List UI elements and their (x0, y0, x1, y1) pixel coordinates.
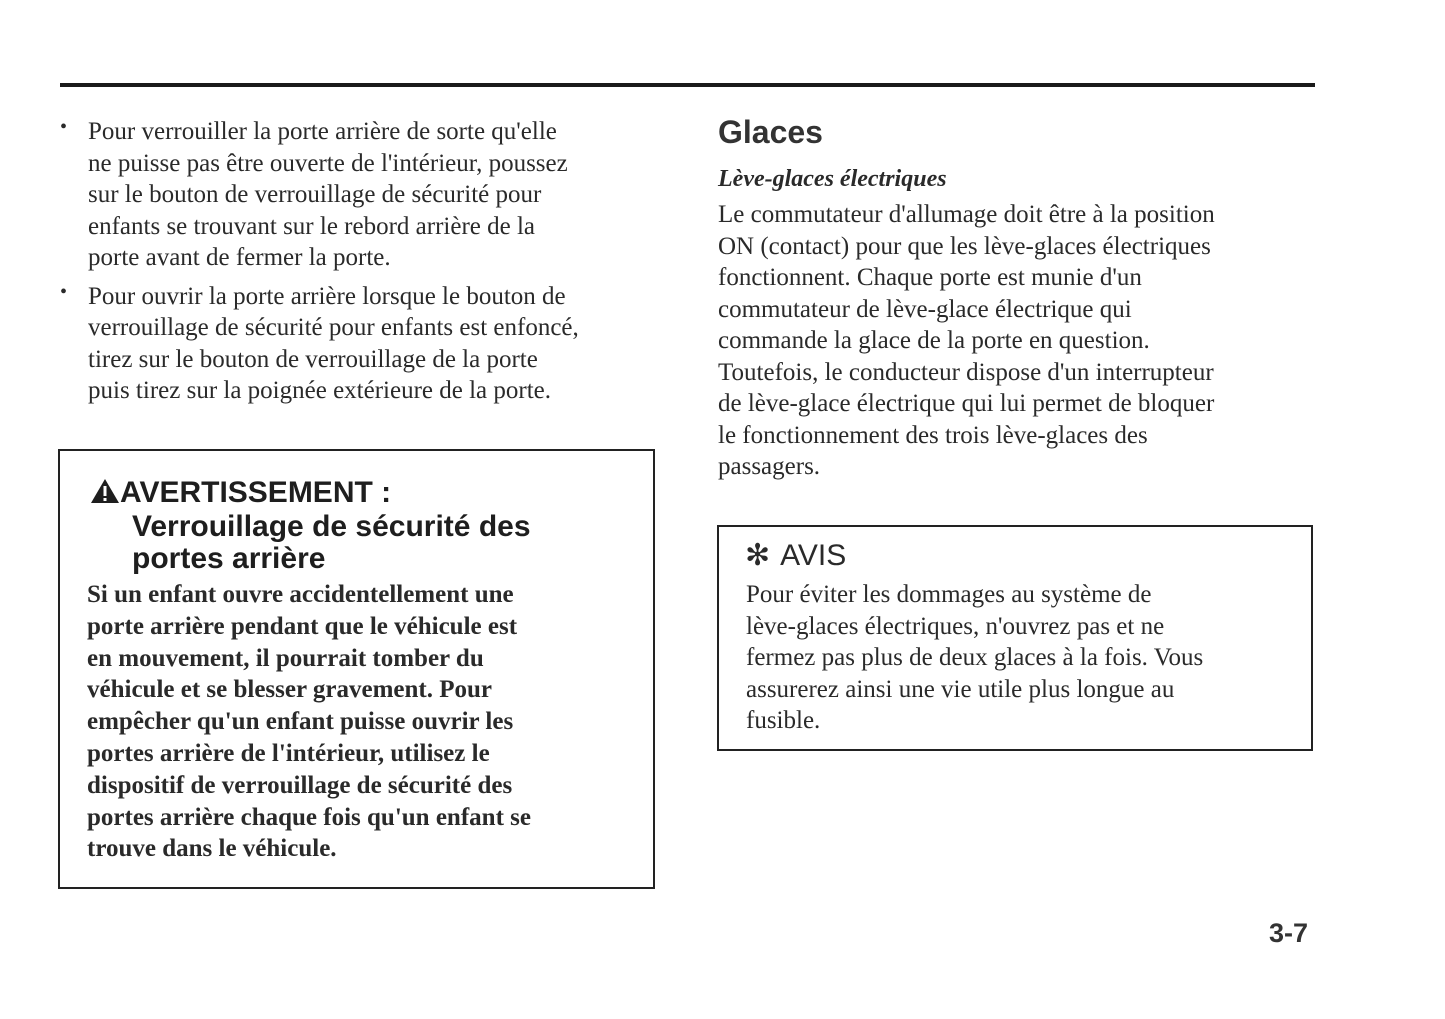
right-column (718, 112, 1318, 483)
text-line: lève-glaces électriques, n'ouvrez pas et ne (746, 612, 1165, 640)
text-line: Toutefois, le conducteur dispose d'un interrupteur (718, 358, 1214, 386)
section-paragraph (718, 199, 1318, 483)
section-heading: Glaces (718, 114, 823, 150)
warning-title: AVERTISSEMENT : (120, 476, 392, 509)
bullet-icon: • (60, 280, 68, 303)
text-line: empêcher qu'un enfant puisse ouvrir les (87, 708, 514, 736)
text-line: de lève-glace électrique qui lui permet de bloquer (718, 390, 1215, 417)
text-line: ON (contact) pour que les lève-glaces électriques (718, 232, 1211, 260)
text-line: puis tirez sur la poignée extérieure de la porte. (88, 377, 552, 404)
text-line: enfants se trouvant sur le rebord arrière de la (88, 212, 536, 240)
text-line: Si un enfant ouvre accidentellement une (87, 581, 514, 608)
left-column (0, 116, 660, 407)
warning-title-row (90, 477, 531, 511)
notice-box (717, 525, 1313, 751)
text-line: portes arrière de l'intérieur, utilisez le (87, 739, 490, 767)
asterisk-icon: ✻ (745, 539, 771, 572)
warning-triangle-icon (90, 478, 120, 511)
text-line: commutateur de lève-glace électrique qui (718, 295, 1132, 323)
warning-box (58, 449, 655, 889)
text-line: porte arrière pendant que le véhicule est (87, 612, 518, 640)
text-line: portes arrière chaque fois qu'un enfant se (87, 803, 531, 831)
text-line: Pour ouvrir la porte arrière lorsque le bouton de (88, 282, 566, 310)
text-line: en mouvement, il pourrait tomber du (87, 644, 484, 672)
bullet-icon: • (60, 116, 68, 138)
text-line: tirez sur le bouton de verrouillage de la porte (88, 345, 538, 373)
notice-title: AVIS (780, 539, 847, 572)
text-line: porte avant de fermer la porte. (88, 244, 391, 271)
text-line: dispositif de verrouillage de sécurité des (87, 771, 513, 799)
text-line: Le commutateur d'allumage doit être à la position (718, 201, 1215, 228)
text-line: fusible. (746, 707, 821, 734)
notice-body (746, 579, 1203, 737)
warning-subtitle (132, 511, 531, 575)
warning-body (87, 579, 531, 865)
text-line: assurerez ainsi une vie utile plus longue au (746, 675, 1175, 703)
text-line: passagers. (718, 453, 821, 480)
text-line: sur le bouton de verrouillage de sécurité pour (88, 181, 542, 208)
subtitle-line: Verrouillage de sécurité des (132, 510, 531, 543)
section-subheading: Lève-glaces électriques (718, 166, 947, 192)
text-line: fermez pas plus de deux glaces à la fois. Vous (746, 644, 1204, 671)
top-rule (60, 83, 1315, 87)
text-line: véhicule et se blesser gravement. Pour (87, 676, 492, 704)
text-line: verrouillage de sécurité pour enfants est enfoncé, (88, 314, 579, 341)
text-line: trouve dans le véhicule. (87, 835, 337, 863)
notice-header (745, 537, 846, 575)
subtitle-line: portes arrière (132, 542, 326, 575)
text-line: le fonctionnement des trois lève-glaces des (718, 421, 1148, 449)
bullet-item (60, 116, 660, 274)
page-number: 3-7 (1269, 918, 1309, 948)
text-line: ne puisse pas être ouverte de l'intérieur, poussez (88, 149, 568, 177)
text-line: commande la glace de la porte en question. (718, 327, 1150, 354)
bullet-item (60, 280, 660, 407)
warning-header (90, 477, 531, 575)
text-line: fonctionnent. Chaque porte est munie d'un (718, 264, 1142, 291)
text-line: Pour éviter les dommages au système de (746, 581, 1152, 608)
text-line: Pour verrouiller la porte arrière de sorte qu'elle (88, 118, 557, 145)
